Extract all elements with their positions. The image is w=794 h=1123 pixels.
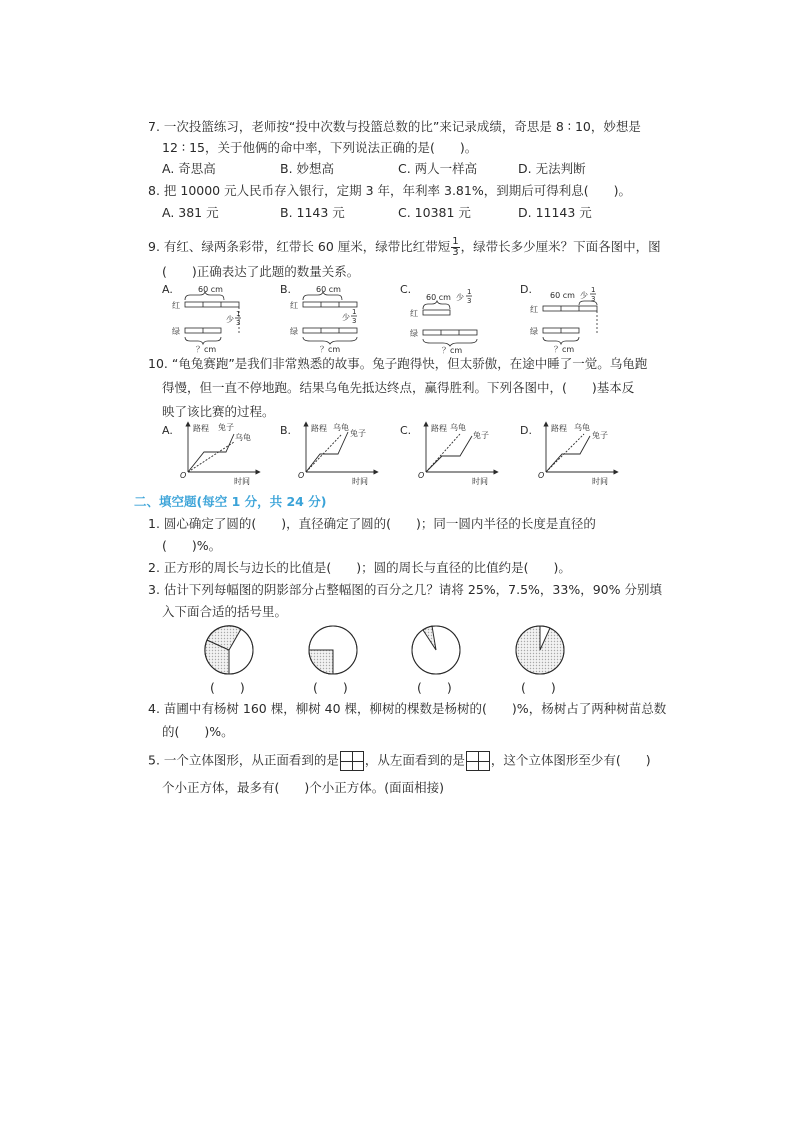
q10-a-origin: O: [180, 471, 187, 480]
q7-option-d: D. 无法判断: [518, 161, 586, 176]
q10-a-rabbit: 兔子: [218, 423, 234, 432]
q9-line2: ( )正确表达了此题的数量关系。: [162, 264, 360, 279]
q10-letter-d: D.: [520, 424, 532, 437]
q9-d-less: 少: [580, 291, 588, 300]
q10-b-xlabel: 时间: [352, 477, 368, 486]
q9-b-red: 红: [290, 301, 298, 310]
q7-option-b: B. 妙想高: [280, 161, 335, 176]
q10-d-ylabel: 路程: [551, 424, 567, 433]
f5-part-a: 5. 一个立体图形，从正面看到的是: [148, 752, 339, 768]
q10-graph-b: [280, 422, 376, 486]
q10-b-origin: O: [298, 471, 305, 480]
q10-graph-a: [162, 422, 258, 486]
q10-line3: 映了该比赛的过程。: [162, 404, 275, 419]
q9-a-fnum: 1: [236, 310, 241, 318]
q10-d-origin: O: [538, 471, 545, 480]
q10-c-xlabel: 时间: [472, 477, 488, 486]
q9-c-red: 红: [410, 309, 418, 318]
q10-d-rabbit: 兔子: [592, 431, 608, 440]
f1-line1: 1. 圆心确定了圆的( )，直径确定了圆的( )；同一圆内半径的长度是直径的: [148, 516, 596, 531]
q9-c-fden: 3: [467, 297, 472, 305]
q8-option-b: B. 1143 元: [280, 205, 345, 220]
f5-part-c: ，这个立体图形至少有( ): [490, 752, 651, 768]
q8-option-d: D. 11143 元: [518, 205, 592, 220]
f2-line1: 2. 正方形的周长与边长的比值是( )；圆的周长与直径的比值约是( )。: [148, 560, 571, 575]
q9-diagram-a: [162, 283, 241, 354]
q9-d-length: 60 cm: [550, 291, 575, 300]
q9-line1-part-b: ，绿带长多少厘米？下面各图中，图: [460, 239, 661, 254]
f3-blank-1: ( ): [210, 680, 245, 695]
q9-diagram-c: [400, 283, 477, 354]
front-view-grid: [340, 751, 364, 771]
f3-blank-4: ( ): [521, 680, 556, 695]
q9-frac-num: 1: [452, 236, 459, 247]
q9-c-green: 绿: [410, 329, 418, 338]
q9-diagram-d: [520, 283, 597, 354]
q10-graph-d: [520, 422, 616, 486]
q9-d-unknown: ？cm: [554, 345, 575, 354]
q9-line1-part-a: 9. 有红、绿两条彩带，红带长 60 厘米，绿带比红带短: [148, 239, 451, 254]
q7-line1: 7. 一次投篮练习，老师按“投中次数与投篮总数的比”来记录成绩，奇思是 8 ∶ 10，妙想是: [148, 119, 641, 134]
q9-diagram-b: [280, 283, 357, 354]
q9-letter-a: A.: [162, 283, 173, 296]
q9-letter-c: C.: [400, 283, 412, 296]
q9-fraction: [451, 237, 459, 258]
q9-b-green: 绿: [290, 327, 298, 336]
q9-c-length: 60 cm: [426, 293, 451, 302]
q10-b-rabbit: 兔子: [350, 429, 366, 438]
q10-line1: 10. “龟兔赛跑”是我们非常熟悉的故事。兔子跑得快，但太骄傲，在途中睡了一觉。乌龟跑: [148, 356, 648, 371]
q9-c-less: 少: [456, 293, 464, 302]
q10-b-ylabel: 路程: [311, 424, 327, 433]
q10-a-turtle: 乌龟: [235, 433, 251, 442]
q9-b-fden: 3: [352, 317, 357, 325]
q8-option-a: A. 381 元: [162, 205, 219, 220]
q10-c-turtle: 乌龟: [450, 423, 466, 432]
f5-line1: [148, 751, 651, 771]
q9-b-fnum: 1: [352, 308, 357, 316]
q10-letter-b: B.: [280, 424, 292, 437]
f5-part-b: ，从左面看到的是: [364, 752, 465, 768]
q9-b-less: 少: [342, 313, 350, 322]
q9-line1: [148, 237, 661, 258]
q9-a-red: 红: [172, 301, 180, 310]
f3-circle-1: [205, 626, 253, 674]
section2-title: 二、填空题(每空 1 分，共 24 分): [134, 494, 327, 509]
f3-line1: 3. 估计下列每幅图的阴影部分占整幅图的百分之几？请将 25%，7.5%，33%，90% 分别填: [148, 582, 662, 597]
q9-a-fden: 3: [236, 319, 241, 327]
q9-a-length: 60 cm: [198, 285, 223, 294]
q9-d-red: 红: [530, 305, 538, 314]
q10-c-ylabel: 路程: [431, 424, 447, 433]
q10-c-rabbit: 兔子: [473, 431, 489, 440]
q9-d-green: 绿: [530, 327, 538, 336]
q10-line2: 得慢，但一直不停地跑。结果乌龟先抵达终点，赢得胜利。下列各图中，( )基本反: [162, 380, 635, 395]
q10-a-ylabel: 路程: [193, 424, 209, 433]
f3-line2: 入下面合适的括号里。: [162, 604, 288, 619]
q7-option-c: C. 两人一样高: [398, 161, 478, 176]
q10-letter-a: A.: [162, 424, 173, 437]
q9-b-unknown: ？cm: [320, 345, 341, 354]
q8-option-c: C. 10381 元: [398, 205, 471, 220]
q10-c-origin: O: [418, 471, 425, 480]
f4-line1: 4. 苗圃中有杨树 160 棵，柳树 40 棵，柳树的棵数是杨树的( )%，杨树占了两种树苗总数: [148, 701, 667, 716]
f4-line2: 的( )%。: [162, 724, 234, 739]
q10-d-turtle: 乌龟: [574, 423, 590, 432]
f3-blank-3: ( ): [417, 680, 452, 695]
q10-letter-c: C.: [400, 424, 412, 437]
q8-line1: 8. 把 10000 元人民币存入银行，定期 3 年，年利率 3.81%，到期后可得利息( )。: [148, 183, 631, 198]
q7-line2: 12 ∶ 15，关于他俩的命中率，下列说法正确的是( )。: [162, 140, 478, 155]
f5-line2: 个小正方体，最多有( )个小正方体。(面面相接): [162, 780, 445, 795]
q9-letter-b: B.: [280, 283, 292, 296]
q7-option-a: A. 奇思高: [162, 161, 216, 176]
f1-line2: ( )%。: [162, 538, 222, 553]
q10-a-xlabel: 时间: [234, 477, 250, 486]
q10-graph-c: [400, 422, 496, 486]
f3-blank-2: ( ): [313, 680, 348, 695]
q10-b-turtle: 乌龟: [333, 423, 349, 432]
q9-a-green: 绿: [172, 327, 180, 336]
q9-a-unknown: ？cm: [196, 345, 217, 354]
f3-circle-4: [516, 626, 564, 674]
q9-diagrams: [160, 282, 620, 354]
q9-d-fnum: 1: [591, 286, 596, 294]
q9-a-less: 少: [226, 315, 234, 324]
q9-letter-d: D.: [520, 283, 532, 296]
q9-frac-den: 3: [452, 247, 459, 258]
f3-circle-3: [412, 626, 460, 674]
q9-b-length: 60 cm: [316, 285, 341, 294]
f3-circle-2: [309, 626, 357, 674]
q10-graphs: [160, 420, 620, 488]
q9-c-unknown: ？cm: [442, 346, 463, 354]
f3-circles: [196, 622, 576, 678]
q10-d-xlabel: 时间: [592, 477, 608, 486]
left-view-grid: [466, 751, 490, 771]
q9-c-fnum: 1: [467, 288, 472, 296]
q9-d-fden: 3: [591, 295, 596, 303]
